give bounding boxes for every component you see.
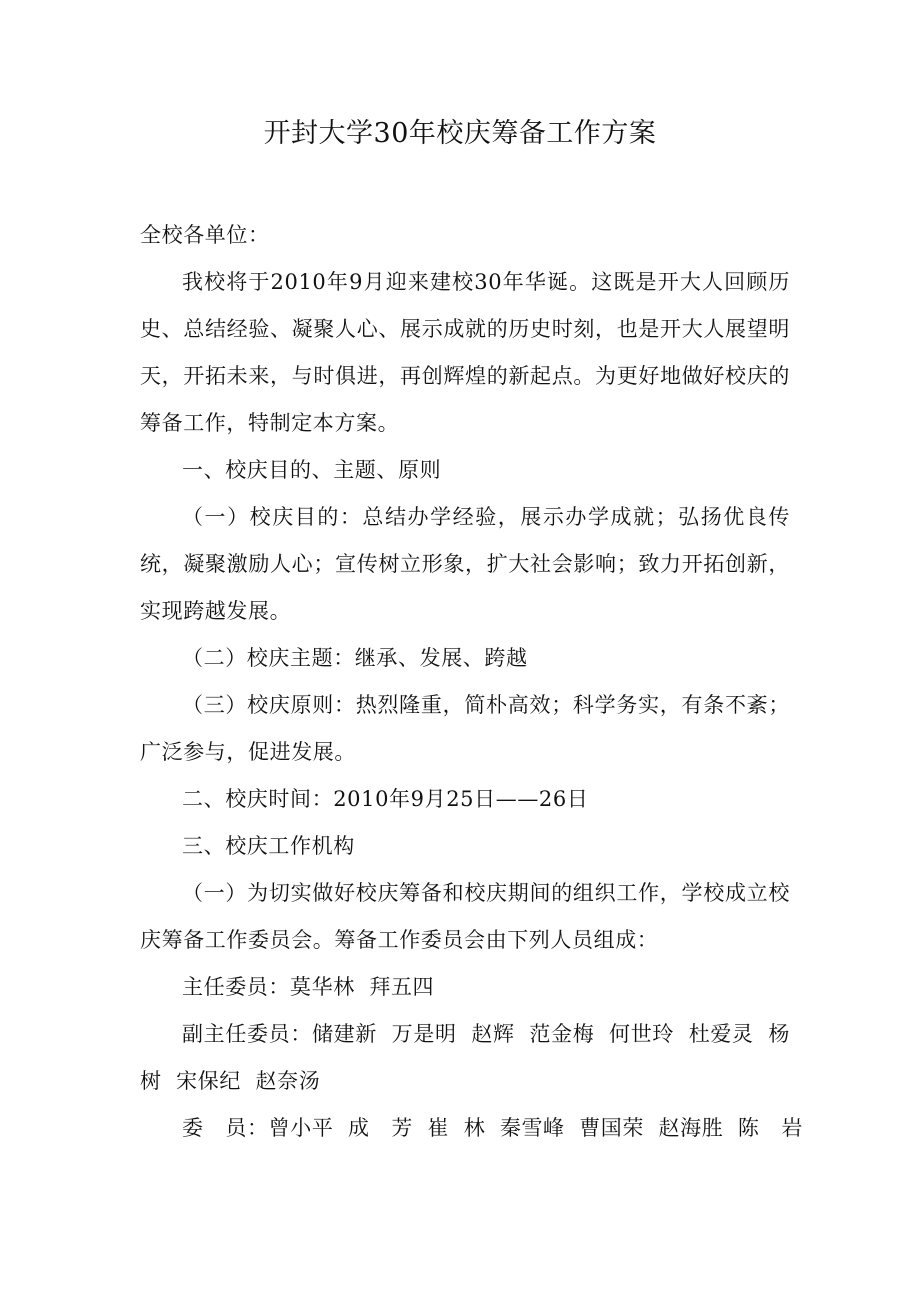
document-title: 开封大学30年校庆筹备工作方案: [263, 118, 657, 149]
paragraph-theme: （二）校庆主题：继承、发展、跨越: [182, 646, 528, 670]
document-body: [140, 212, 803, 1152]
paragraph-purpose: （一）校庆目的：总结办学经验，展示办学成就；弘扬优良传统，凝聚激励人心；宣传树立形象，扩大社会影响；致力开拓创新，实现跨越发展。: [140, 505, 790, 623]
paragraph-intro: 我校将于2010年9月迎来建校30年华诞。这既是开大人回顾历史、总结经验、凝聚人心、展示成就的历史时刻，也是开大人展望明天，开拓未来，与时俱进，再创辉煌的新起点。为更好地做好校庆的筹备工作，特制定本方案。: [140, 270, 790, 435]
salutation: 全校各单位：: [140, 223, 270, 247]
paragraph-directors: 主任委员：莫华林 拜五四: [182, 975, 435, 999]
section-heading-3: 三、校庆工作机构: [182, 834, 355, 858]
section-heading-2: 二、校庆时间：2010年9月25日——26日: [182, 787, 589, 811]
paragraph-committee: （一）为切实做好校庆筹备和校庆期间的组织工作，学校成立校庆筹备工作委员会。筹备工作委员会由下列人员组成：: [140, 881, 790, 952]
section-heading-1: 一、校庆目的、主题、原则: [182, 458, 442, 482]
paragraph-members: 委 员：曾小平 成 芳 崔 林 秦雪峰 曹国荣 赵海胜 陈 岩: [182, 1116, 803, 1140]
paragraph-principle: （三）校庆原则：热烈隆重，简朴高效；科学务实，有条不紊；广泛参与，促进发展。: [140, 693, 790, 764]
paragraph-vice-directors: 副主任委员：储建新 万是明 赵辉 范金梅 何世玲 杜爱灵 杨树 宋保纪 赵奈汤: [140, 1022, 790, 1093]
